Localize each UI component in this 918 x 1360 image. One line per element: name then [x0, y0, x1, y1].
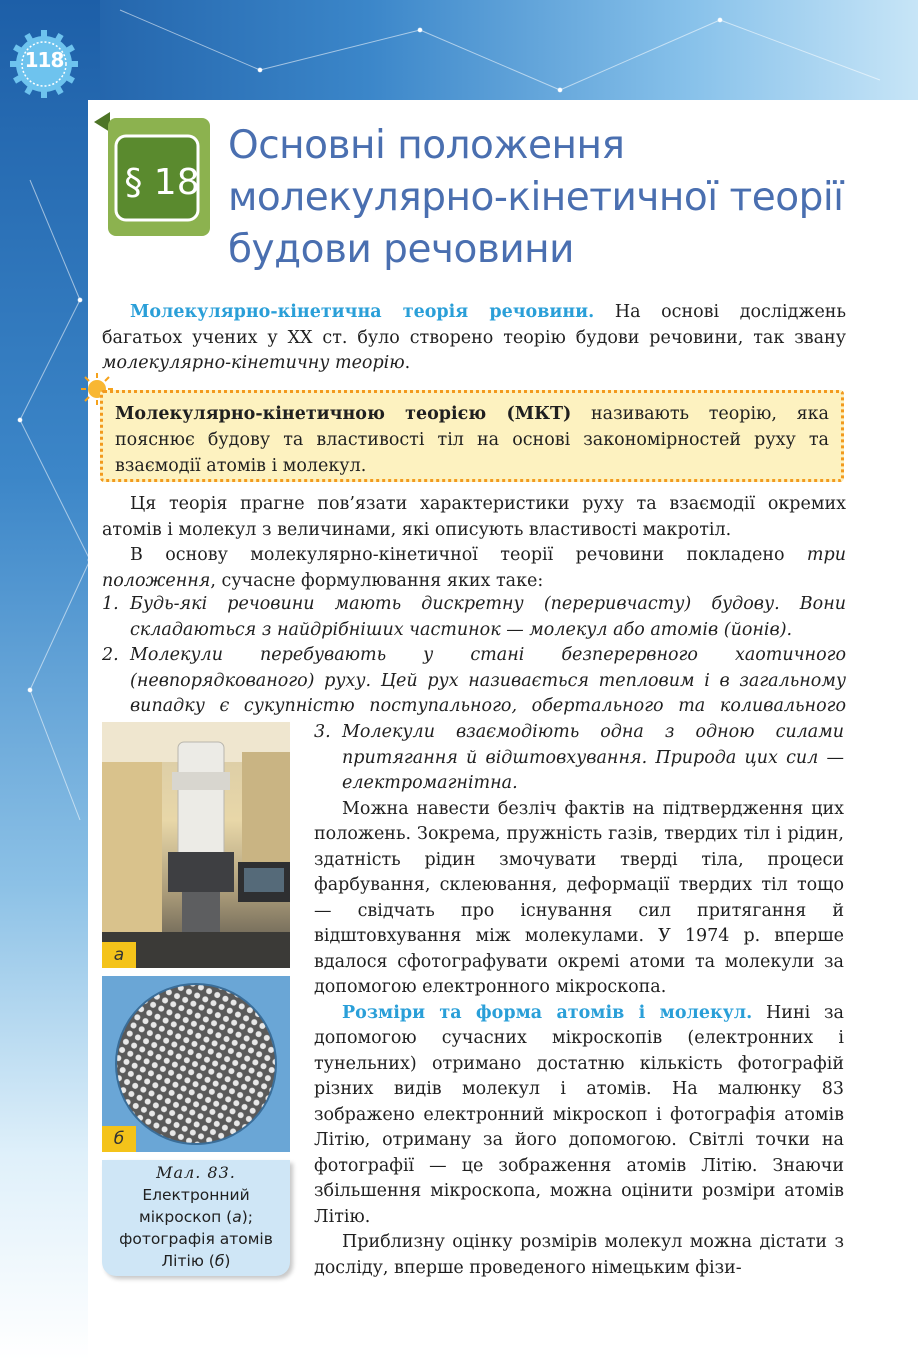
microscope-illustration [102, 722, 290, 968]
caption-line [102, 1250, 290, 1272]
list-number: 1. [102, 594, 119, 614]
caption-ref-a: а [232, 1208, 242, 1226]
figure-caption [102, 1160, 290, 1276]
title-line: Основні положення [228, 123, 625, 168]
right-column-text [314, 720, 844, 1281]
p2-italic: три положення [102, 545, 846, 591]
right-paragraph-3: Приблизну оцінку розмірів молекул можна дістати з досліду, вперше проведеного німецьким фізи- [314, 1232, 844, 1278]
body-paragraph-2 [102, 543, 846, 594]
list-item [314, 720, 844, 797]
list-text: Молекули перебувають у стані безперервного хаотичного (невпорядкованого) руху. Цей рух називається тепловим і в загальному випадку є сукупністю поступального, обертального та коливального [130, 645, 846, 716]
list-number: 3. [314, 722, 331, 742]
definition-term: Молекулярно-кінетичною теорією (МКТ) [115, 404, 572, 424]
page-number: 118 [24, 48, 64, 72]
caption-line: Електронний [142, 1186, 250, 1204]
body-text [102, 492, 846, 594]
intro-heading: Молекулярно-кінетична теорія речовини. [130, 302, 595, 322]
caption-line: фотографія атомів [119, 1230, 273, 1248]
section-number: § 18 [124, 162, 200, 203]
p2-start: В основу молекулярно-кінетичної теорії речовини покладено [130, 545, 807, 565]
atoms-photo [102, 976, 290, 1152]
intro-paragraph [102, 300, 846, 377]
microscope-photo [102, 722, 290, 968]
list-number: 2. [102, 645, 119, 665]
title-line: молекулярно-кінетичної теорії [228, 175, 844, 220]
figure-label-a: а [102, 942, 136, 968]
intro-text: На основі досліджень багатьох учених у XX ст. було створено теорію будови речовини, так звану [102, 302, 846, 348]
intro-end: . [404, 353, 411, 373]
list-text: Будь-які речовини мають дискретну (переривчасту) будову. Вони складаються з найдрібніших частинок — молекул або атомів (йонів). [130, 594, 846, 640]
body-paragraph: Ця теорія прагне пов’язати характеристики руху та взаємодії окремих атомів і молекул з величинами, які описують властивості макротіл. [102, 494, 846, 540]
intro-italic: молекулярно-кінетичну теорію [102, 353, 405, 373]
caption-text: ) [224, 1252, 231, 1270]
page-title [228, 120, 888, 276]
caption-text: ); [241, 1208, 253, 1226]
right-paragraph-2 [314, 1001, 844, 1231]
right-text: Нині за допомогою сучасних мікроскопів (електронних і тунельних) отримано достатню кількість фотографій різних видів молекул і атомів. На малюнку 83 зображено електронний мікроскоп і фотографія атомів Літію, отриману за його допомогою. Світлі точки на фотографії — це зображення атомів Літію. Знаючи збільшення мікроскопа, можна оцінити розміри атомів Літію. [314, 1002, 844, 1227]
definition-box [100, 390, 844, 482]
title-line: будови речовини [228, 227, 575, 272]
header-background [0, 0, 918, 100]
definition-text: називають теорію, яка пояснює будову та властивості тіл на основі закономірностей руху та взаємодії атомів і молекул. [115, 404, 829, 476]
figure-label-b: б [102, 1126, 136, 1152]
p2-end: , сучасне формулювання яких таке: [210, 570, 544, 591]
side-background [0, 0, 100, 1360]
caption-text: мікроскоп ( [139, 1208, 233, 1226]
section-heading: Розміри та форма атомів і молекул. [342, 1002, 753, 1023]
caption-title: Мал. 83. [156, 1163, 236, 1182]
list-item [102, 592, 846, 643]
caption-ref-b: б [214, 1252, 225, 1270]
right-paragraph: Можна навести безліч фактів на підтвердження цих положень. Зокрема, пружність газів, твердих тіл і рідин, здатність рідин змочувати тверді тіла, процеси фарбування, склеювання, деформації твердих тіл тощо — свідчать про існування сил притягання й відштовхування між молекулами. У 1974 р. вперше вдалося сфотографувати окремі атоми та молекули за допомогою електронного мікроскопа. [314, 798, 844, 997]
caption-line [102, 1206, 290, 1228]
list-text: Молекули взаємодіють одна з одною силами притягання й відштовхування. Природа цих сил — електромагнітна. [342, 722, 844, 793]
caption-text: Літію ( [161, 1252, 215, 1270]
